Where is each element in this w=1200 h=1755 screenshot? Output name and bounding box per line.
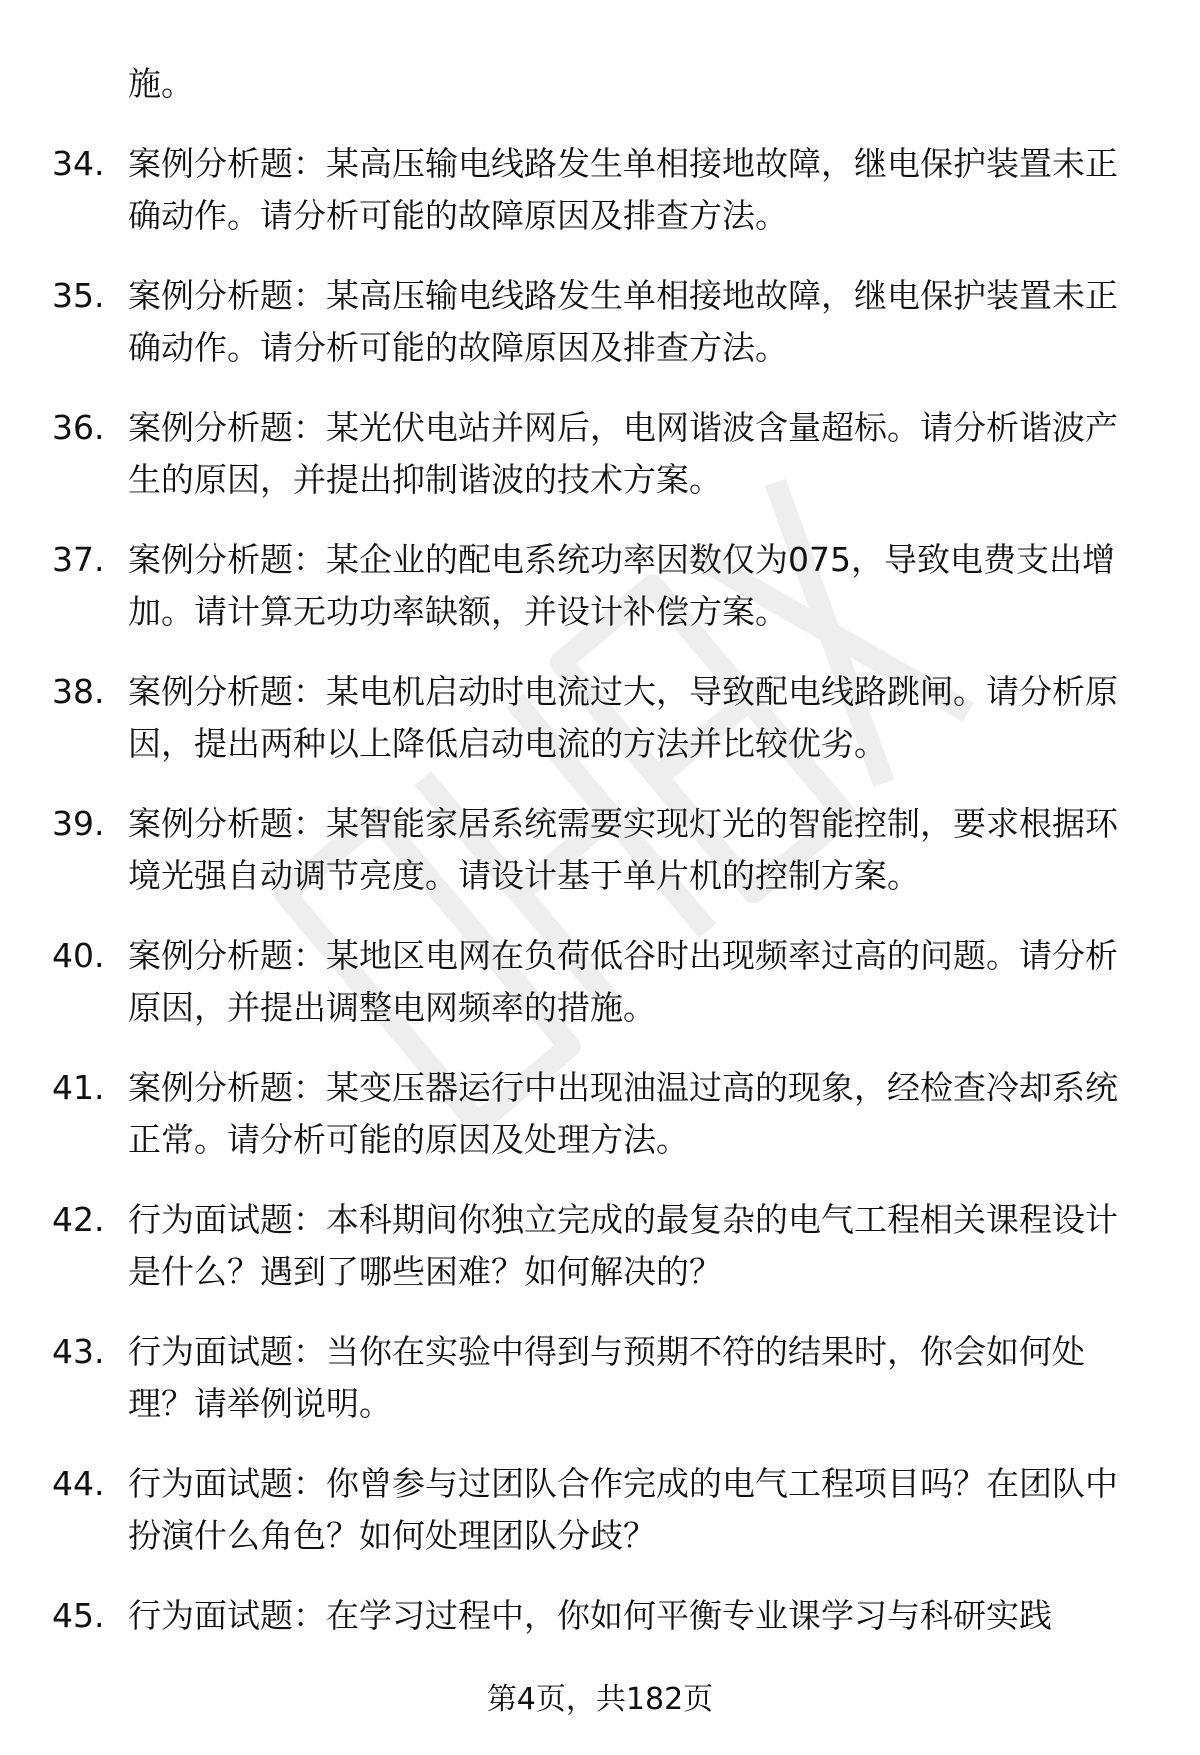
question-text: 案例分析题：某变压器运行中出现油温过高的现象，经检查冷却系统正常。请分析可能的原因及处理方法。 [128, 1068, 1118, 1159]
question-number: 37. [52, 540, 105, 579]
question-number: 42. [52, 1200, 105, 1239]
question-number: 41. [52, 1068, 105, 1107]
question-number: 36. [52, 408, 105, 447]
question-text: 案例分析题：某企业的配电系统功率因数仅为075，导致电费支出增加。请计算无功功率缺额，并设计补偿方案。 [128, 540, 1115, 631]
continued-text: 施。 [128, 64, 194, 103]
question-text: 行为面试题：当你在实验中得到与预期不符的结果时，你会如何处理？请举例说明。 [128, 1332, 1085, 1423]
list-item [0, 138, 1200, 270]
question-number: 45. [52, 1596, 105, 1635]
list-item [0, 402, 1200, 534]
list-item [0, 1062, 1200, 1194]
question-number: 39. [52, 804, 105, 843]
question-text: 案例分析题：某电机启动时电流过大，导致配电线路跳闸。请分析原因，提出两种以上降低启动电流的方法并比较优劣。 [128, 672, 1118, 763]
question-number: 43. [52, 1332, 105, 1371]
list-item [0, 1326, 1200, 1458]
question-text: 案例分析题：某光伏电站并网后，电网谐波含量超标。请分析谐波产生的原因，并提出抑制谐波的技术方案。 [128, 408, 1118, 499]
question-text: 案例分析题：某智能家居系统需要实现灯光的智能控制，要求根据环境光强自动调节亮度。请设计基于单片机的控制方案。 [128, 804, 1118, 895]
question-text: 案例分析题：某高压输电线路发生单相接地故障，继电保护装置未正确动作。请分析可能的故障原因及排查方法。 [128, 144, 1118, 235]
page-footer: 第4页，共182页 [486, 1682, 714, 1717]
list-item [0, 534, 1200, 666]
question-text: 行为面试题：在学习过程中，你如何平衡专业课学习与科研实践 [128, 1596, 1052, 1635]
question-number: 34. [52, 144, 105, 183]
question-text: 案例分析题：某高压输电线路发生单相接地故障，继电保护装置未正确动作。请分析可能的故障原因及排查方法。 [128, 276, 1118, 367]
question-number: 35. [52, 276, 105, 315]
list-item [0, 798, 1200, 930]
question-number: 40. [52, 936, 105, 975]
list-item [0, 1194, 1200, 1326]
list-item [0, 1458, 1200, 1590]
list-item [0, 930, 1200, 1062]
list-item [0, 666, 1200, 798]
question-list [0, 138, 1200, 1722]
list-item [0, 270, 1200, 402]
question-number: 44. [52, 1464, 105, 1503]
question-text: 行为面试题：本科期间你独立完成的最复杂的电气工程相关课程设计是什么？遇到了哪些困难？如何解决的？ [128, 1200, 1118, 1291]
question-text: 行为面试题：你曾参与过团队合作完成的电气工程项目吗？在团队中扮演什么角色？如何处理团队分歧？ [128, 1464, 1118, 1555]
question-text: 案例分析题：某地区电网在负荷低谷时出现频率过高的问题。请分析原因，并提出调整电网频率的措施。 [128, 936, 1118, 1027]
question-number: 38. [52, 672, 105, 711]
